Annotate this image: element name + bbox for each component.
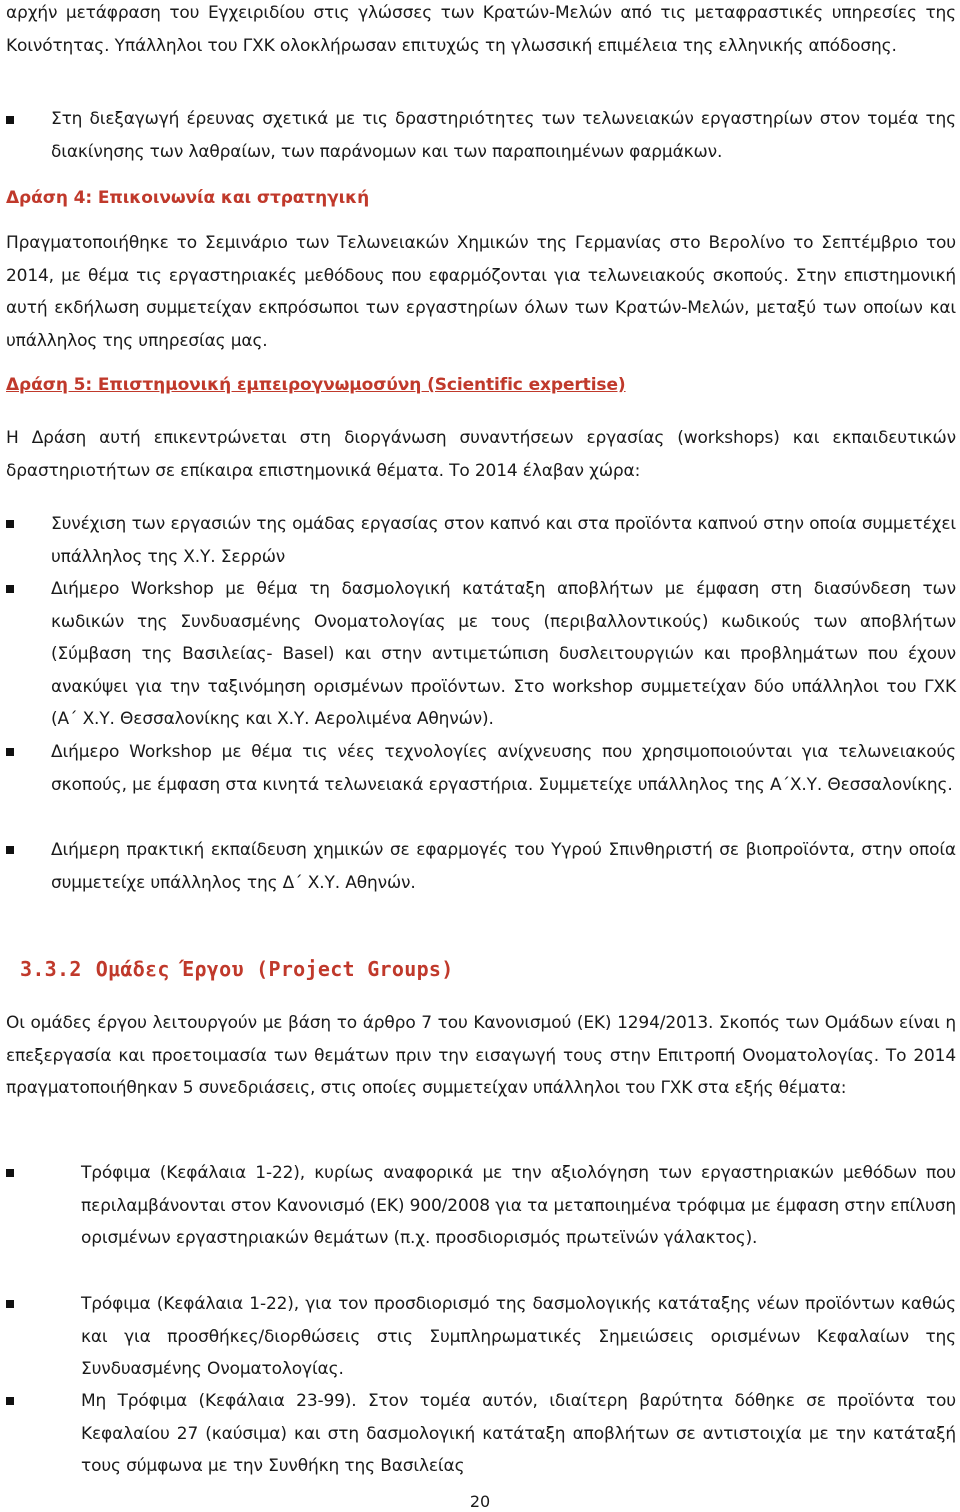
intro-paragraph: αρχήν μετάφραση του Εγχειριδίου στις γλώσσες των Κρατών-Μελών από τις μεταφραστικές υπηρεσίες της Κοινότητας. Υπάλληλοι του ΓΧΚ ολοκλήρωσαν επιτυχώς τη γλωσσική επιμέλεια της ελληνικής απόδοσης. bbox=[6, 3, 956, 56]
bullet-square-icon bbox=[6, 1300, 14, 1308]
bullet-text: Στη διεξαγωγή έρευνας σχετικά με τις δραστηριότητες των τελωνειακών εργαστηρίων στον τομέα της διακίνησης των λαθραίων, των παράνομων και των παραποιημένων φαρμάκων. bbox=[51, 109, 956, 162]
bullet-square-icon bbox=[6, 1397, 14, 1405]
action5-paragraph: Η Δράση αυτή επικεντρώνεται στη διοργάνωση συναντήσεων εργασίας (workshops) και εκπαιδευτικών δραστηριοτήτων σε επίκαιρα επιστημονικά θέματα. Το 2014 έλαβαν χώρα: bbox=[6, 428, 956, 481]
page-number: 20 bbox=[469, 1492, 491, 1511]
action4-heading: Δράση 4: Επικοινωνία και στρατηγική bbox=[6, 188, 370, 208]
section-paragraph: Οι ομάδες έργου λειτουργούν με βάση το άρθρο 7 του Κανονισμού (ΕΚ) 1294/2013. Σκοπός των Ομάδων είναι η επεξεργασία και προετοιμασία των θεμάτων πριν την εισαγωγή τους στην Επιτροπή Ονοματολογίας. Το 2014 πραγματοποιήθηκαν 5 συνεδριάσεις, στις οποίες συμμετείχαν υπάλληλοι του ΓΧΚ στα εξής θέματα: bbox=[6, 1013, 956, 1099]
section-title: Ομάδες Έργου (Project Groups) bbox=[95, 957, 454, 981]
list-item-text: Τρόφιμα (Κεφάλαια 1-22), για τον προσδιορισμό της δασμολογικής κατάταξης νέων προϊόντων καθώς και για προσθήκες/διορθώσεις στις Συμπληρωματικές Σημειώσεις ορισμένων Κεφαλαίων της Συνδυασμένης Ονοματολογίας. bbox=[81, 1294, 956, 1380]
section-number: 3.3.2 bbox=[20, 957, 82, 981]
bullet-square-icon bbox=[6, 748, 14, 756]
section-heading bbox=[20, 957, 454, 981]
bullet-square-icon bbox=[6, 1169, 14, 1177]
list-item-text: Μη Τρόφιμα (Κεφάλαια 23-99). Στον τομέα αυτόν, ιδιαίτερη βαρύτητα δόθηκε σε προϊόντα του Κεφαλαίου 27 (καύσιμα) και στη δασμολογική κατάταξη αποβλήτων σε αντιστοιχία με την κατάταξή τους σύμφωνα με την Συνθήκη της Βασιλείας bbox=[81, 1391, 956, 1477]
bullet-square-icon bbox=[6, 116, 14, 124]
bullet-square-icon bbox=[6, 520, 14, 528]
action4-paragraph: Πραγματοποιήθηκε το Σεμινάριο των Τελωνειακών Χημικών της Γερμανίας στο Βερολίνο το Σεπτέμβριο του 2014, με θέμα τις εργαστηριακές μεθόδους που εφαρμόζονται για τελωνειακούς σκοπούς. Στην επιστημονική αυτή εκδήλωση συμμετείχαν εκπρόσωποι των εργαστηρίων όλων των Κρατών-Μελών, μεταξύ των οποίων και υπάλληλος της υπηρεσίας μας. bbox=[6, 233, 956, 351]
bullet-square-icon bbox=[6, 585, 14, 593]
list-item-text: Διήμερη πρακτική εκπαίδευση χημικών σε εφαρμογές του Υγρού Σπινθηριστή σε βιοπροϊόντα, στην οποία συμμετείχε υπάλληλος της Δ΄ Χ.Υ. Αθηνών. bbox=[51, 840, 956, 893]
list-item-text: Διήμερο Workshop με θέμα τις νέες τεχνολογίες ανίχνευσης που χρησιμοποιούνται για τελωνειακούς σκοπούς, με έμφαση στα κινητά τελωνειακά εργαστήρια. Συμμετείχε υπάλληλος της Α΄Χ.Υ. Θεσσαλονίκης. bbox=[51, 742, 956, 795]
list-item-text: Συνέχιση των εργασιών της ομάδας εργασίας στον καπνό και στα προϊόντα καπνού στην οποία συμμετέχει υπάλληλος της Χ.Υ. Σερρών bbox=[51, 514, 956, 567]
action5-heading: Δράση 5: Επιστημονική εμπειρογνωμοσύνη (Scientific expertise) bbox=[6, 375, 626, 395]
list-item-text: Τρόφιμα (Κεφάλαια 1-22), κυρίως αναφορικά με την αξιολόγηση των εργαστηριακών μεθόδων που περιλαμβάνονται στον Κανονισμό (ΕΚ) 900/2008 για τα μεταποιημένα τρόφιμα με έμφαση στην επίλυση ορισμένων εργαστηριακών θεμάτων (π.χ. προσδιορισμός πρωτεϊνών γάλακτος). bbox=[81, 1163, 956, 1249]
bullet-square-icon bbox=[6, 846, 14, 854]
list-item-text: Διήμερο Workshop με θέμα τη δασμολογική κατάταξη αποβλήτων με έμφαση στη διασύνδεση των κωδικών της Συνδυασμένης Ονοματολογίας με τους (περιβαλλοντικούς) κωδικούς των αποβλήτων (Σύμβαση της Βασιλείας- Basel) και στην αντιμετώπιση δυσλειτουργιών και προβλημάτων που έχουν ανακύψει για την ταξινόμηση ορισμένων προϊόντων. Στο workshop συμμετείχαν δύο υπάλληλοι του ΓΧΚ (Α΄ Χ.Υ. Θεσσαλονίκης και Χ.Υ. Αερολιμένα Αθηνών). bbox=[51, 579, 956, 730]
